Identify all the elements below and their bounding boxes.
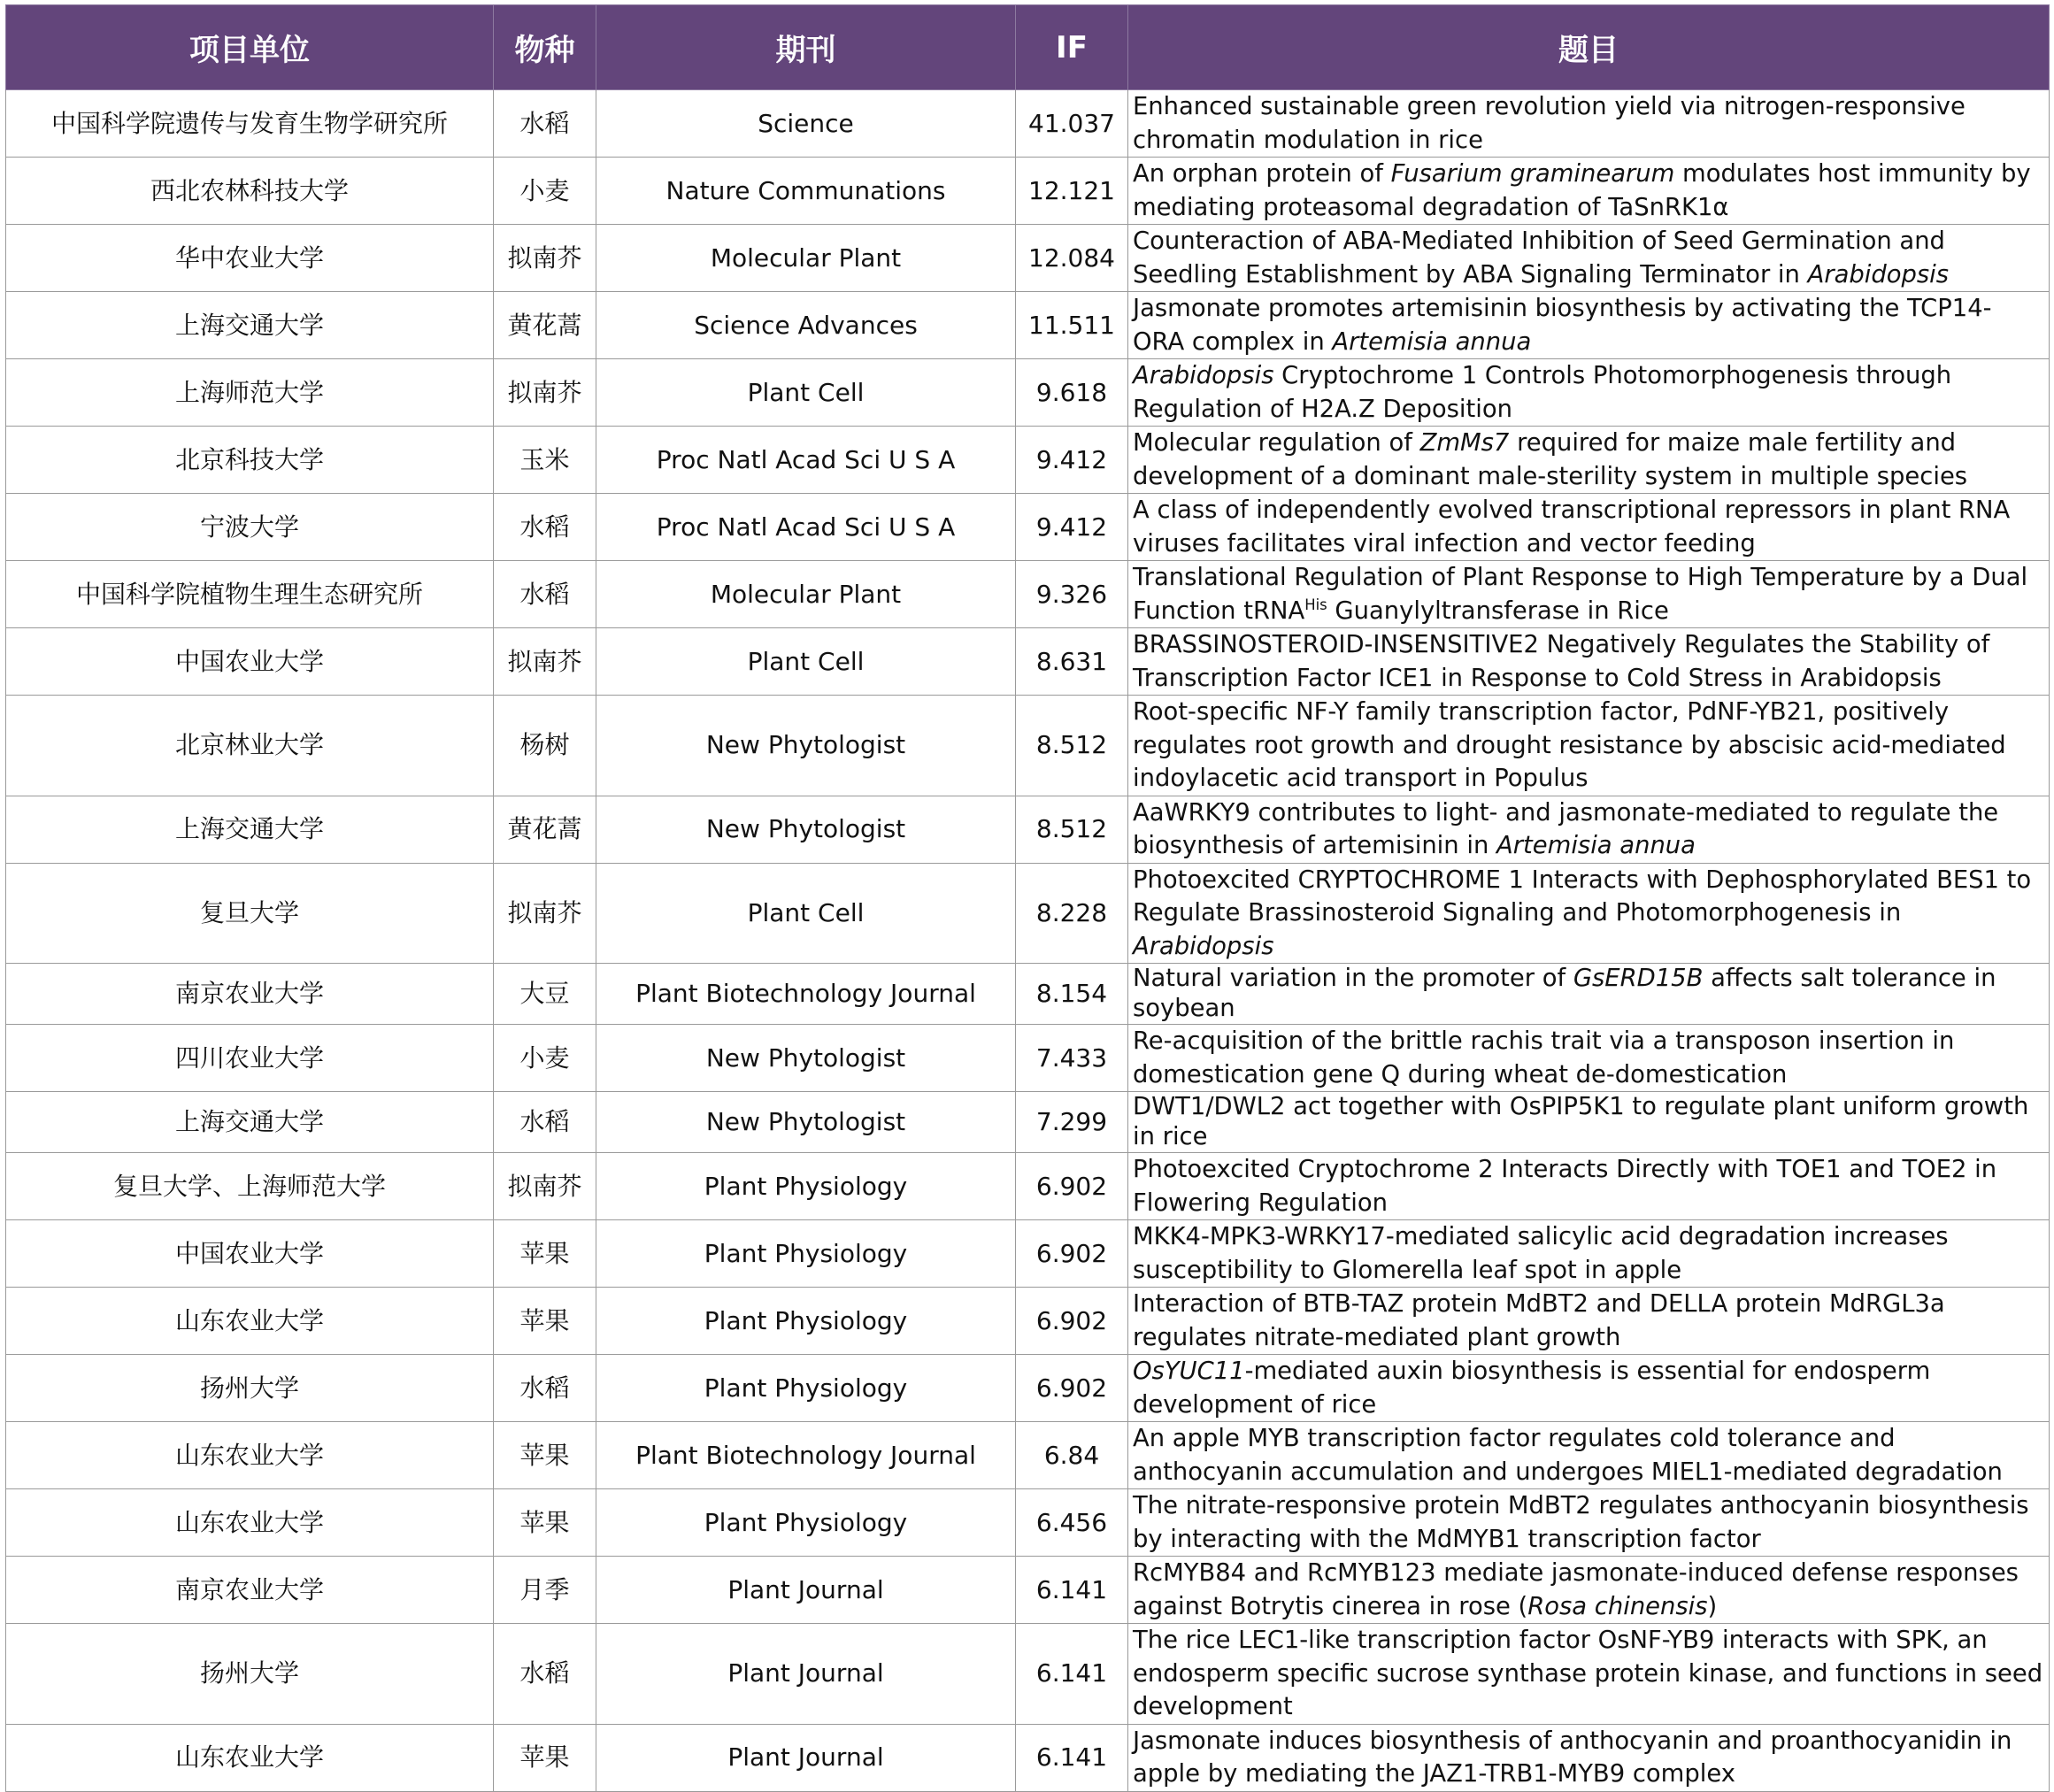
title-segment: Cryptochrome 1 Controls Photomorphogenesis through Regulation of H2A.Z Deposition — [1133, 362, 1952, 423]
cell-if: 6.902 — [1016, 1288, 1128, 1355]
title-italic-segment: Arabidopsis — [1807, 260, 1950, 288]
cell-journal: New Phytologist — [596, 1025, 1016, 1092]
cell-species: 小麦 — [494, 1025, 596, 1092]
cell-unit: 北京林业大学 — [6, 696, 494, 796]
cell-title — [1128, 158, 2050, 225]
table-row — [6, 964, 2050, 1025]
table-row — [6, 427, 2050, 494]
cell-species: 苹果 — [494, 1724, 596, 1791]
header-row — [6, 5, 2050, 90]
title-italic-segment: OsYUC11 — [1133, 1357, 1245, 1385]
cell-unit: 中国农业大学 — [6, 628, 494, 696]
cell-title — [1128, 1724, 2050, 1791]
cell-journal: Molecular Plant — [596, 561, 1016, 628]
header-journal: 期刊 — [596, 5, 1016, 90]
title-segment: Jasmonate promotes artemisinin biosynthesis by activating the TCP14-ORA complex in — [1133, 295, 1992, 356]
title-segment: An apple MYB transcription factor regulates cold tolerance and anthocyanin accumulation and undergoes MIEL1-mediated degradation — [1133, 1425, 2003, 1486]
title-segment: Re-acquisition of the brittle rachis trait via a transposon insertion in domestication gene Q during wheat de-domestication — [1133, 1027, 1955, 1088]
cell-title — [1128, 863, 2050, 964]
table-row — [6, 292, 2050, 359]
cell-unit: 扬州大学 — [6, 1355, 494, 1422]
table-row — [6, 1153, 2050, 1220]
title-segment: -mediated auxin biosynthesis is essential for endosperm development of rice — [1133, 1357, 1931, 1419]
cell-title — [1128, 225, 2050, 292]
cell-title — [1128, 292, 2050, 359]
header-species: 物种 — [494, 5, 596, 90]
cell-species: 苹果 — [494, 1288, 596, 1355]
cell-unit: 扬州大学 — [6, 1624, 494, 1725]
title-segment: BRASSINOSTEROID-INSENSITIVE2 Negatively Regulates the Stability of Transcription Factor ICE1 in Response to Cold Stress in Arabidopsis — [1133, 631, 1990, 692]
table-row — [6, 863, 2050, 964]
cell-unit: 西北农林科技大学 — [6, 158, 494, 225]
cell-if: 41.037 — [1016, 90, 1128, 158]
title-segment: AaWRKY9 contributes to light- and jasmonate-mediated to regulate the biosynthesis of artemisinin in — [1133, 798, 1999, 859]
title-segment: MKK4-MPK3-WRKY17-mediated salicylic acid degradation increases susceptibility to Glomerella leaf spot in apple — [1133, 1223, 1949, 1284]
cell-unit: 中国农业大学 — [6, 1220, 494, 1288]
cell-journal: Plant Physiology — [596, 1489, 1016, 1557]
cell-unit: 山东农业大学 — [6, 1288, 494, 1355]
cell-if: 6.141 — [1016, 1624, 1128, 1725]
table-row — [6, 90, 2050, 158]
cell-title — [1128, 1355, 2050, 1422]
cell-unit: 四川农业大学 — [6, 1025, 494, 1092]
cell-title — [1128, 561, 2050, 628]
table-row — [6, 1724, 2050, 1791]
cell-unit: 山东农业大学 — [6, 1489, 494, 1557]
cell-species: 拟南芥 — [494, 359, 596, 427]
cell-species: 水稻 — [494, 1624, 596, 1725]
cell-if: 8.512 — [1016, 696, 1128, 796]
cell-unit: 上海师范大学 — [6, 359, 494, 427]
cell-unit: 上海交通大学 — [6, 292, 494, 359]
cell-journal: Science Advances — [596, 292, 1016, 359]
cell-species: 水稻 — [494, 1092, 596, 1153]
table-row — [6, 158, 2050, 225]
cell-species: 水稻 — [494, 494, 596, 561]
title-italic-segment: Arabidopsis — [1133, 362, 1274, 389]
cell-species: 苹果 — [494, 1422, 596, 1489]
cell-title — [1128, 1422, 2050, 1489]
cell-if: 8.631 — [1016, 628, 1128, 696]
table-row — [6, 1288, 2050, 1355]
cell-journal: Plant Physiology — [596, 1153, 1016, 1220]
cell-unit: 上海交通大学 — [6, 796, 494, 863]
cell-journal: New Phytologist — [596, 796, 1016, 863]
title-segment: modulates host immunity by mediating proteasomal degradation of TaSnRK1α — [1133, 160, 2031, 221]
title-segment: Molecular regulation of — [1133, 429, 1420, 457]
cell-species: 苹果 — [494, 1220, 596, 1288]
cell-unit: 复旦大学 — [6, 863, 494, 964]
cell-species: 月季 — [494, 1557, 596, 1624]
cell-journal: Proc Natl Acad Sci U S A — [596, 494, 1016, 561]
cell-unit: 复旦大学、上海师范大学 — [6, 1153, 494, 1220]
cell-unit: 中国科学院植物生理生态研究所 — [6, 561, 494, 628]
cell-if: 6.141 — [1016, 1557, 1128, 1624]
title-segment: The nitrate-responsive protein MdBT2 regulates anthocyanin biosynthesis by interacting with the MdMYB1 transcription factor — [1133, 1492, 2029, 1553]
title-italic-segment: Artemisia annua — [1496, 832, 1696, 859]
cell-journal: Proc Natl Acad Sci U S A — [596, 427, 1016, 494]
cell-journal: Plant Physiology — [596, 1288, 1016, 1355]
title-segment: DWT1/DWL2 act together with OsPIP5K1 to regulate plant uniform growth in rice — [1133, 1093, 2029, 1150]
title-italic-segment: ZmMs7 — [1419, 429, 1510, 457]
title-segment: RcMYB84 and RcMYB123 mediate jasmonate-induced defense responses against Botrytis cinerea in rose ( — [1133, 1559, 2019, 1620]
cell-title — [1128, 964, 2050, 1025]
title-segment: Root-specific NF-Y family transcription factor, PdNF-YB21, positively regulates root growth and drought resistance by abscisic acid-mediated indoylacetic acid transport in Populus — [1133, 698, 2006, 792]
cell-if: 7.299 — [1016, 1092, 1128, 1153]
title-segment: Guanylyltransferase in Rice — [1327, 596, 1669, 625]
cell-if: 9.618 — [1016, 359, 1128, 427]
cell-title — [1128, 696, 2050, 796]
table-row — [6, 359, 2050, 427]
cell-journal: Plant Journal — [596, 1724, 1016, 1791]
cell-if: 6.902 — [1016, 1153, 1128, 1220]
cell-if: 12.084 — [1016, 225, 1128, 292]
title-italic-segment: GsERD15B — [1573, 965, 1704, 992]
cell-journal: Plant Physiology — [596, 1220, 1016, 1288]
cell-species: 拟南芥 — [494, 225, 596, 292]
cell-title — [1128, 1220, 2050, 1288]
cell-title — [1128, 1092, 2050, 1153]
table-row — [6, 1557, 2050, 1624]
title-segment: The rice LEC1-like transcription factor OsNF-YB9 interacts with SPK, an endosperm specific sucrose synthase protein kinase, and functions in seed development — [1133, 1627, 2043, 1720]
cell-journal: Plant Biotechnology Journal — [596, 1422, 1016, 1489]
cell-if: 6.141 — [1016, 1724, 1128, 1791]
cell-journal: Science — [596, 90, 1016, 158]
table-row — [6, 1092, 2050, 1153]
cell-journal: Plant Journal — [596, 1624, 1016, 1725]
cell-if: 6.456 — [1016, 1489, 1128, 1557]
title-italic-segment: Arabidopsis — [1133, 932, 1274, 960]
cell-if: 11.511 — [1016, 292, 1128, 359]
cell-title — [1128, 1557, 2050, 1624]
cell-if: 8.512 — [1016, 796, 1128, 863]
cell-title — [1128, 1624, 2050, 1725]
cell-unit: 山东农业大学 — [6, 1724, 494, 1791]
cell-title — [1128, 628, 2050, 696]
cell-journal: New Phytologist — [596, 696, 1016, 796]
cell-title — [1128, 90, 2050, 158]
cell-species: 水稻 — [494, 561, 596, 628]
table-body — [6, 90, 2050, 1792]
table-row — [6, 1422, 2050, 1489]
cell-journal: Molecular Plant — [596, 225, 1016, 292]
title-segment: Translational Regulation of Plant Response to High Temperature by a Dual Function tRNA — [1133, 564, 2028, 625]
cell-if: 9.326 — [1016, 561, 1128, 628]
title-segment: Jasmonate induces biosynthesis of anthocyanin and proanthocyanidin in apple by mediating the JAZ1-TRB1-MYB9 complex — [1133, 1727, 2012, 1788]
cell-unit: 北京科技大学 — [6, 427, 494, 494]
table-row — [6, 1355, 2050, 1422]
cell-if: 6.902 — [1016, 1355, 1128, 1422]
cell-if: 6.84 — [1016, 1422, 1128, 1489]
cell-species: 拟南芥 — [494, 628, 596, 696]
cell-if: 6.902 — [1016, 1220, 1128, 1288]
title-segment: Enhanced sustainable green revolution yield via nitrogen-responsive chromatin modulation in rice — [1133, 93, 1966, 154]
title-segment: Counteraction of ABA-Mediated Inhibition of Seed Germination and Seedling Establishment by ABA Signaling Terminator in — [1133, 227, 1945, 288]
table-row — [6, 1489, 2050, 1557]
cell-title — [1128, 796, 2050, 863]
cell-journal: Plant Cell — [596, 863, 1016, 964]
cell-if: 9.412 — [1016, 427, 1128, 494]
cell-title — [1128, 359, 2050, 427]
cell-title — [1128, 427, 2050, 494]
title-superscript-segment: His — [1304, 596, 1327, 613]
table-row — [6, 225, 2050, 292]
header-if: IF — [1016, 5, 1128, 90]
header-title: 题目 — [1128, 5, 2050, 90]
cell-if: 9.412 — [1016, 494, 1128, 561]
cell-species: 苹果 — [494, 1489, 596, 1557]
cell-species: 拟南芥 — [494, 863, 596, 964]
title-segment: affects salt tolerance in soybean — [1133, 965, 1996, 1022]
cell-title — [1128, 1025, 2050, 1092]
publication-table — [5, 4, 2050, 1792]
cell-journal: Plant Cell — [596, 628, 1016, 696]
cell-unit: 南京农业大学 — [6, 964, 494, 1025]
cell-species: 黄花蒿 — [494, 796, 596, 863]
title-segment: Interaction of BTB-TAZ protein MdBT2 and DELLA protein MdRGL3a regulates nitrate-mediated plant growth — [1133, 1290, 1945, 1351]
cell-title — [1128, 1288, 2050, 1355]
cell-journal: Plant Biotechnology Journal — [596, 964, 1016, 1025]
cell-unit: 山东农业大学 — [6, 1422, 494, 1489]
cell-species: 杨树 — [494, 696, 596, 796]
title-segment: Natural variation in the promoter of — [1133, 965, 1573, 992]
title-italic-segment: Rosa chinensis — [1527, 1592, 1708, 1620]
title-segment: ) — [1707, 1592, 1718, 1620]
title-segment: A class of independently evolved transcriptional repressors in plant RNA viruses facilitates viral infection and vector feeding — [1133, 496, 2011, 558]
title-segment: An orphan protein of — [1133, 160, 1391, 188]
table-row — [6, 1624, 2050, 1725]
title-italic-segment: Artemisia annua — [1332, 327, 1532, 356]
publication-table-sheet — [5, 4, 2050, 1792]
cell-title — [1128, 494, 2050, 561]
header-unit: 项目单位 — [6, 5, 494, 90]
cell-unit: 上海交通大学 — [6, 1092, 494, 1153]
cell-species: 水稻 — [494, 1355, 596, 1422]
cell-species: 水稻 — [494, 90, 596, 158]
cell-species: 大豆 — [494, 964, 596, 1025]
cell-journal: Plant Journal — [596, 1557, 1016, 1624]
table-row — [6, 494, 2050, 561]
cell-unit: 南京农业大学 — [6, 1557, 494, 1624]
title-segment: required for maize male fertility and development of a dominant male-sterility system in multiple species — [1133, 429, 1968, 490]
cell-title — [1128, 1153, 2050, 1220]
cell-unit: 宁波大学 — [6, 494, 494, 561]
cell-unit: 华中农业大学 — [6, 225, 494, 292]
cell-species: 玉米 — [494, 427, 596, 494]
cell-journal: New Phytologist — [596, 1092, 1016, 1153]
cell-if: 12.121 — [1016, 158, 1128, 225]
cell-if: 8.154 — [1016, 964, 1128, 1025]
table-row — [6, 628, 2050, 696]
table-row — [6, 1025, 2050, 1092]
title-segment: Photoexcited Cryptochrome 2 Interacts Directly with TOE1 and TOE2 in Flowering Regulation — [1133, 1156, 1997, 1217]
table-row — [6, 1220, 2050, 1288]
table-row — [6, 696, 2050, 796]
cell-if: 8.228 — [1016, 863, 1128, 964]
table-row — [6, 561, 2050, 628]
cell-title — [1128, 1489, 2050, 1557]
cell-species: 拟南芥 — [494, 1153, 596, 1220]
cell-if: 7.433 — [1016, 1025, 1128, 1092]
table-row — [6, 796, 2050, 863]
cell-journal: Plant Physiology — [596, 1355, 1016, 1422]
cell-unit: 中国科学院遗传与发育生物学研究所 — [6, 90, 494, 158]
cell-journal: Plant Cell — [596, 359, 1016, 427]
cell-journal: Nature Communations — [596, 158, 1016, 225]
title-italic-segment: Fusarium graminearum — [1390, 160, 1675, 188]
cell-species: 黄花蒿 — [494, 292, 596, 359]
title-segment: Photoexcited CRYPTOCHROME 1 Interacts with Dephosphorylated BES1 to Regulate Brassinosteroid Signaling and Photomorphogenesis in — [1133, 865, 2032, 927]
cell-species: 小麦 — [494, 158, 596, 225]
